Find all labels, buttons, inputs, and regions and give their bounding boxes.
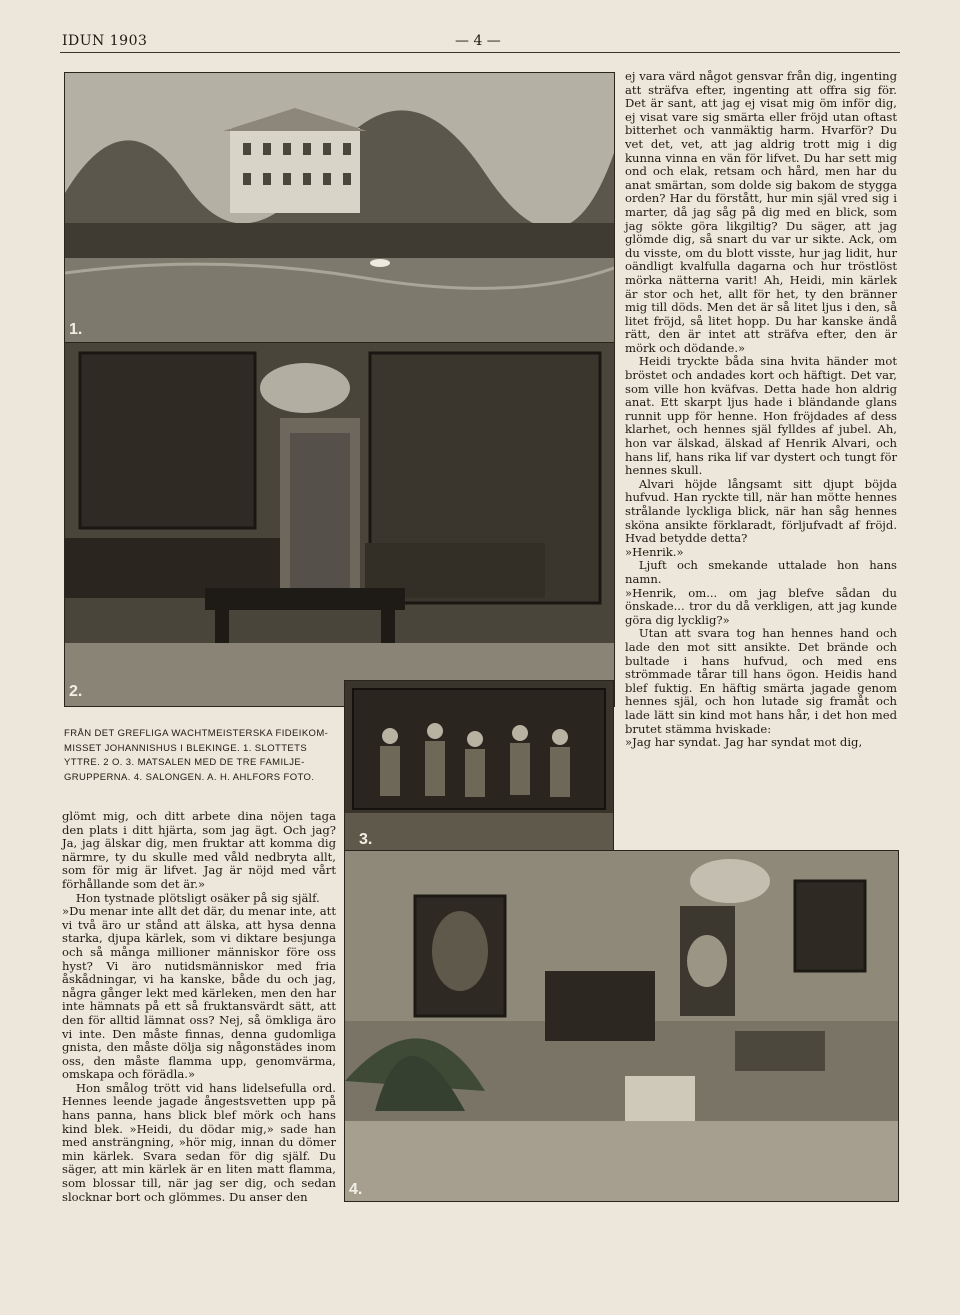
photo-number-3: 3.	[359, 831, 373, 848]
photo-number-1: 1.	[69, 321, 83, 338]
page-number: — 4 —	[455, 33, 501, 49]
dining-hall-illustration	[65, 343, 614, 706]
paragraph: »Henrik.»	[625, 544, 684, 559]
photo-dining-hall	[64, 342, 615, 707]
paragraph: Utan att svara tog han hennes hand och lade den mot sitt ansikte. Det brände och bultade i hans hufvud, och med ens strömmade tårar till hans ögon. Heidis hand blef fuktig. En häftig smärta jagade genom hennes själ, och hon lutade sig framåt och lade lätt sin kind mot hans hår, i det hon med brutet stämma hviskade:	[625, 626, 897, 736]
paragraph: glömt mig, och ditt arbete dina nöjen taga den plats i ditt hjärta, som jag ägt. Och jag? Ja, jag älskar dig, men fruktar att komma dig närmre, ty du skulle med våld nedbryta allt, som för mig är lifvet. Jag är nöjd med vårt förhållande som det är.»	[62, 809, 336, 891]
header-rule	[60, 52, 900, 53]
paragraph: Hon smålog trött vid hans lidelsefulla ord. Hennes leende jagade ångestsvetten upp på hans panna, hans blick blef mörk och hans kind blek. »Heidi, du dödar mig,» sade han med ansträngning, »hör mig, innan du dömer min kärlek. Svara sedan för dig själf. Du säger, att min kärlek är en liten matt flamma, som blossar till, när jag ser dig, och sedan slocknar bort och glömmes. Du anser den	[62, 1080, 336, 1204]
paragraph: »Jag har syndat. Jag har syndat mot dig,	[625, 735, 863, 750]
photo-family-group	[344, 680, 614, 852]
photo-caption: FRÅN DET GREFLIGA WACHTMEISTERSKA FIDEIKOM- MISSET JOHANNISHUS I BLEKINGE. 1. SLOTTETS YTTRE. 2 O. 3. MATSALEN MED DE TRE FAMILJE- GRUPPERNA. 4. SALONGEN. A. H. AHLFORS FOTO.	[64, 728, 329, 783]
running-header-title: IDUN 1903	[62, 33, 148, 49]
paragraph: Ljuft och smekande uttalade hon hans namn.	[625, 558, 897, 586]
paragraph: »Henrik, om... om jag blefve sådan du önskade... tror du då verkligen, att jag kunde göra dig lycklig?»	[625, 585, 897, 627]
paragraph: Heidi tryckte båda sina hvita händer mot bröstet och andades kort och häftigt. Det var, som ville hon kväfvas. Detta hade hon aldrig anat. Ett skarpt ljus hade i bländande glans runnit upp för henne. Hon fröjdades af dess klarhet, och hennes själ fylldes af jubel. Ah, hon var älskad, älskad af Henrik Alvari, och hans lif, hans rika lif var dystert och tungt för hennes skull.	[625, 354, 897, 478]
photo-salon	[344, 850, 899, 1202]
castle-illustration	[65, 73, 614, 343]
paragraph: ej vara värd något gensvar från dig, ingenting att sträfva efter, ingenting att offra sig för. Det är sant, att jag ej visat mig öm inför dig, ej visat vare sig smärta eller fröjd utan oftast bitterhet och vanmäktig harm. Hvarför? Du vet det, vet, att jag aldrig trott mig i dig kunna vinna en vän för lifvet. Du har sett mig ond och elak, retsam och hård, men har du anat smärtan, som dolde sig bakom de stygga orden? Har du förstått, hur min själ vred sig i marter, då jag såg på dig med en blick, som jag sökte göra likgiltig? Du säger, att jag glömde dig, så snart du var ur sikte. Ack, om du visste, om du blott visste, hur jag lidit, hur oändligt kvalfulla dagarna och hur tröstlöst mörka nätterna varit! Ah, Heidi, min kärlek är stor och het, allt för het, ty den bränner mig till döds. Men det är så litet ljus i den, så litet fröjd, så litet hopp. Du har kanske ändå rätt, den är intet att sträfva efter, den är mörk och dödande.»	[625, 69, 897, 355]
paragraph: Alvari höjde långsamt sitt djupt böjda hufvud. Han ryckte till, när han mötte hennes strålande lyckliga blick, när han såg hennes sköna ansikte förklaradt, förljufvadt af fröjd. Hvad betydde detta?	[625, 476, 897, 546]
photo-number-4: 4.	[349, 1181, 363, 1198]
family-group-illustration	[345, 681, 613, 851]
salon-illustration	[345, 851, 898, 1201]
paragraph: »Du menar inte allt det där, du menar inte, att vi två äro ur stånd att älska, att hysa denna starka, djupa kärlek, som vi diktare besjunga och så många millioner människor före oss hyst? Vi äro nutidsmänniskor med fria åskådningar, vi ha kanske, både du och jag, några gånger lekt med kärleken, men den har inte hämnats på ett så fruktansvärdt sätt, att den för alltid lämnat oss? Nej, så ömkliga äro vi inte. Den måste finnas, denna gudomliga gnista, den måste dölja sig någonstädes inom oss, den måste flamma upp, genomvärma, omskapa och förädla.»	[62, 904, 336, 1082]
photo-castle-exterior	[64, 72, 615, 344]
article-column-left	[62, 810, 336, 1204]
photo-number-2: 2.	[69, 683, 83, 700]
paragraph: Hon tystnade plötsligt osäker på sig själf.	[75, 890, 320, 905]
article-column-right	[625, 70, 897, 750]
